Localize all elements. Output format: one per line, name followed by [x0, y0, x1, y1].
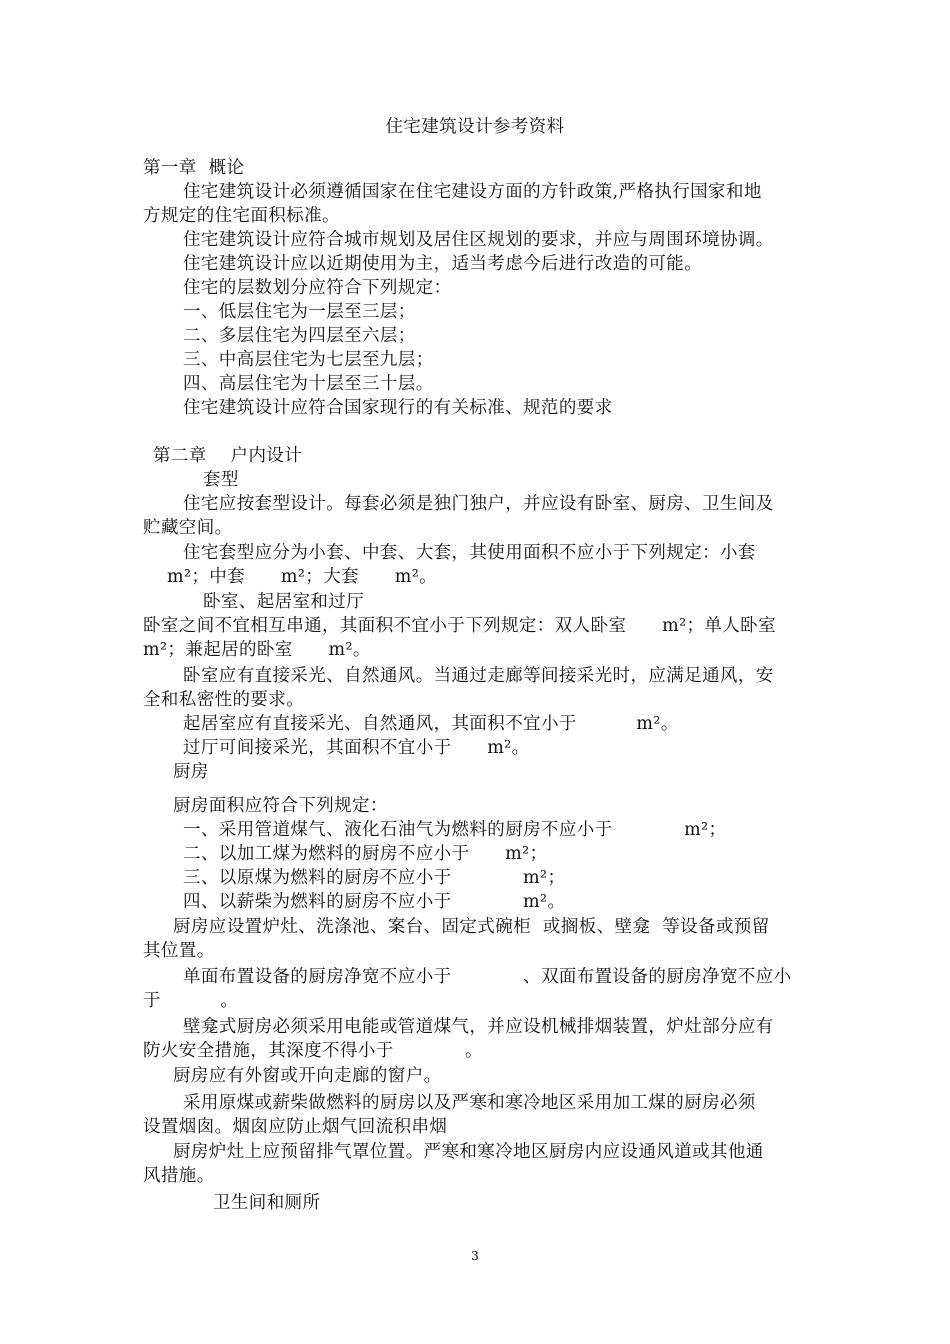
- text-line: m²；兼起居的卧室 m²。: [143, 640, 371, 660]
- text-line: 卧室、起居室和过厅: [203, 592, 365, 612]
- text-line: 厨房炉灶上应预留排气罩位置。严寒和寒冷地区厨房内应设通风道或其他通: [173, 1142, 764, 1162]
- text-line: 卧室之间不宜相互串通，其面积不宜小于下列规定：双人卧室 m²；单人卧室: [143, 616, 776, 636]
- text-line: 厨房面积应符合下列规定：: [173, 796, 388, 816]
- text-line: 住宅建筑设计应以近期使用为主，适当考虑今后进行改造的可能。: [183, 254, 703, 274]
- text-line: 方规定的住宅面积标准。: [143, 206, 340, 226]
- text-line: 防火安全措施，其深度不得小于 。: [143, 1041, 484, 1061]
- text-line: 一、低层住宅为一层至三层；: [183, 302, 416, 322]
- document-title: 住宅建筑设计参考资料: [385, 117, 565, 137]
- text-line: 住宅建筑设计应符合国家现行的有关标准、规范的要求: [183, 398, 613, 418]
- text-line: 全和私密性的要求。: [143, 690, 305, 710]
- page-number: 3: [471, 1249, 479, 1263]
- text-line: 三、中高层住宅为七层至九层；: [183, 350, 434, 370]
- text-line: m²；中套 m²；大套 m²。: [167, 567, 438, 587]
- text-line: 设置烟囱。烟囱应防止烟气回流积串烟: [143, 1117, 448, 1137]
- text-line: 四、高层住宅为十层至三十层。: [183, 374, 434, 394]
- text-line: 采用原煤或薪柴做燃料的厨房以及严寒和寒冷地区采用加工煤的厨房必须: [183, 1093, 756, 1113]
- text-line: 住宅的层数划分应符合下列规定：: [183, 278, 452, 298]
- text-line: 单面布置设备的厨房净宽不应小于 、双面布置设备的厨房净宽不应小: [183, 967, 792, 987]
- text-line: 二、多层住宅为四层至六层；: [183, 326, 416, 346]
- text-line: 过厅可间接采光，其面积不宜小于 m²。: [183, 738, 530, 758]
- text-line: 第二章 户内设计: [153, 446, 303, 466]
- text-line: 住宅建筑设计必须遵循国家在住宅建设方面的方针政策,严格执行国家和地: [183, 182, 762, 202]
- text-line: 于 。: [143, 991, 239, 1011]
- text-line: 一、采用管道煤气、液化石油气为燃料的厨房不应小于 m²；: [183, 820, 727, 840]
- text-line: 三、以原煤为燃料的厨房不应小于 m²；: [183, 868, 566, 888]
- text-line: 四、以薪柴为燃料的厨房不应小于 m²。: [183, 892, 566, 912]
- text-line: 卧室应有直接采光、自然通风。当通过走廊等间接采光时，应满足通风，安: [183, 666, 774, 686]
- text-line: 厨房应设置炉灶、洗涤池、案台、固定式碗柜 或搁板、壁龛 等设备或预留: [173, 917, 770, 937]
- text-line: 住宅建筑设计应符合城市规划及居住区规划的要求，并应与周围环境协调。: [183, 230, 774, 250]
- text-line: 厨房: [173, 762, 209, 782]
- text-line: 第一章 概论: [143, 158, 245, 178]
- text-line: 住宅套型应分为小套、中套、大套，其使用面积不应小于下列规定：小套: [183, 543, 756, 563]
- text-line: 住宅应按套型设计。每套必须是独门独户，并应设有卧室、厨房、卫生间及: [183, 494, 774, 514]
- text-line: 壁龛式厨房必须采用电能或管道煤气，并应设机械排烟装置，炉灶部分应有: [183, 1017, 774, 1037]
- text-line: 套型: [203, 470, 239, 490]
- text-line: 厨房应有外窗或开向走廊的窗户。: [173, 1066, 442, 1086]
- text-line: 贮藏空间。: [143, 518, 233, 538]
- text-line: 其位置。: [143, 941, 215, 961]
- text-line: 起居室应有直接采光、自然通风，其面积不宜小于 m²。: [183, 714, 679, 734]
- text-line: 二、以加工煤为燃料的厨房不应小于 m²；: [183, 844, 548, 864]
- text-line: 风措施。: [143, 1166, 215, 1186]
- text-line: 卫生间和厕所: [213, 1193, 321, 1213]
